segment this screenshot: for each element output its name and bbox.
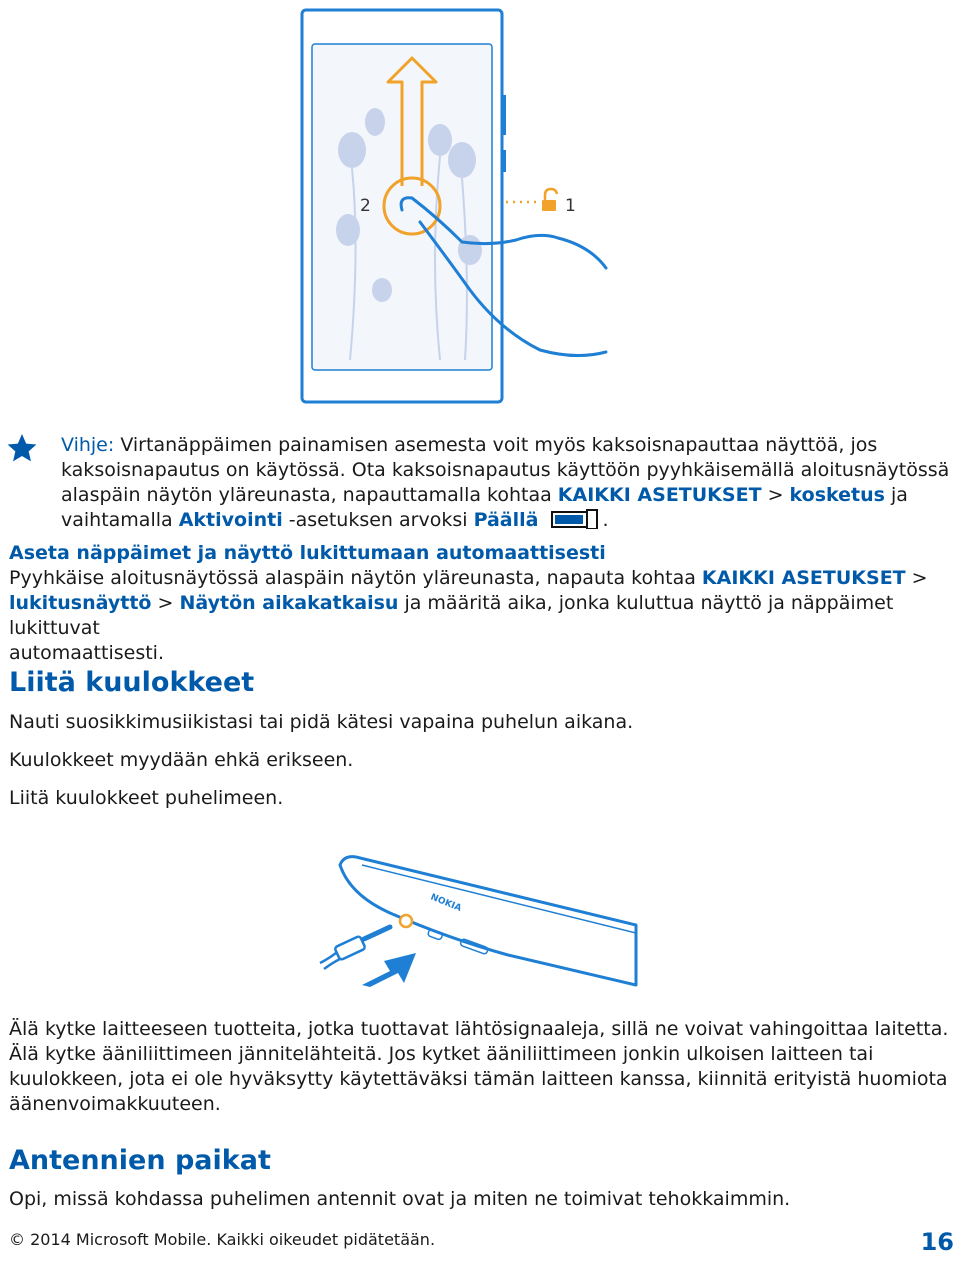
lockscreen-ref: lukitusnäyttö	[9, 592, 152, 614]
warning-line-4: äänenvoimakkuuteen.	[9, 1093, 221, 1115]
unlock-icon	[542, 189, 557, 211]
headphone-jack-illustration	[310, 835, 640, 995]
all-settings-ref: KAIKKI ASETUKSET	[557, 484, 762, 506]
warning-line-2: Älä kytke ääniliittimeen jännitelähteitä. Jos kytket ääniliittimeen jonkin ulkoisen laitteen tai	[9, 1043, 874, 1065]
nokia-brand: NOKIA	[428, 892, 463, 914]
phone-top-outline	[340, 857, 636, 985]
copyright-footer: © 2014 Microsoft Mobile. Kaikki oikeudet pidätetään.	[9, 1230, 436, 1249]
tip-line-2: kaksoisnapautus on käytössä. Ota kaksoisnapautus käyttöön pyyhkäisemällä aloitusnäytössä	[61, 459, 950, 481]
headphones-p3: Liitä kuulokkeet puhelimeen.	[9, 787, 284, 809]
warning-line-3: kuulokkeen, jota ei ole hyväksytty käytettäväksi tämän laitteen kanssa, kiinnitä erityistä huomiota	[9, 1068, 948, 1090]
autolock-section	[9, 541, 954, 666]
insert-arrow-icon	[362, 953, 416, 987]
on-value-ref: Päällä	[473, 509, 539, 531]
all-settings-ref-2: KAIKKI ASETUKSET	[701, 567, 906, 589]
tip-line-3: alaspäin näytön yläreunasta, napauttamalla kohtaa KAIKKI ASETUKSET > kosketus ja	[61, 484, 908, 506]
antennas-heading: Antennien paikat	[9, 1145, 271, 1176]
unlock-illustration	[290, 0, 610, 420]
headphones-p1: Nauti suosikkimusiikistasi tai pidä kätesi vapaina puhelun aikana.	[9, 711, 634, 733]
touch-settings-ref: kosketus	[789, 484, 885, 506]
headphones-heading: Liitä kuulokkeet	[9, 667, 255, 698]
toggle-on-icon	[551, 509, 603, 529]
tip-line-1: Vihje: Virtanäppäimen painamisen asemesta voit myös kaksoisnapauttaa näyttöä, jos	[61, 434, 878, 456]
activation-ref: Aktivointi	[178, 509, 283, 531]
tip-label: Vihje:	[61, 434, 115, 456]
tip-block	[61, 433, 953, 533]
autolock-line-1: Pyyhkäise aloitusnäytössä alaspäin näytön yläreunasta, napauta kohtaa KAIKKI ASETUKSET >	[9, 567, 928, 589]
headphone-plug	[320, 927, 390, 969]
step-1-label: 1	[565, 196, 576, 216]
antennas-p1: Opi, missä kohdassa puhelimen antennit ovat ja miten ne toimivat tehokkaimmin.	[9, 1188, 791, 1210]
star-icon	[6, 432, 38, 464]
autolock-title: Aseta näppäimet ja näyttö lukittumaan automaattisesti	[9, 542, 606, 564]
page-number: 16	[920, 1228, 954, 1256]
autolock-line-2: lukitusnäyttö > Näytön aikakatkaisu ja määritä aika, jonka kuluttua näyttö ja näppäimet lukittuvat	[9, 592, 894, 639]
audio-port	[400, 915, 412, 927]
autolock-line-3: automaattisesti.	[9, 642, 164, 664]
warning-line-1: Älä kytke laitteeseen tuotteita, jotka tuottavat lähtösignaaleja, sillä ne voivat vahingoittaa laitetta.	[9, 1018, 949, 1040]
headphones-p2: Kuulokkeet myydään ehkä erikseen.	[9, 749, 354, 771]
warning-block	[9, 1017, 954, 1117]
screen-timeout-ref: Näytön aikakatkaisu	[179, 592, 399, 614]
step-2-label: 2	[360, 196, 371, 216]
tip-line-4: vaihtamalla Aktivointi -asetuksen arvoksi Päällä .	[61, 509, 609, 531]
